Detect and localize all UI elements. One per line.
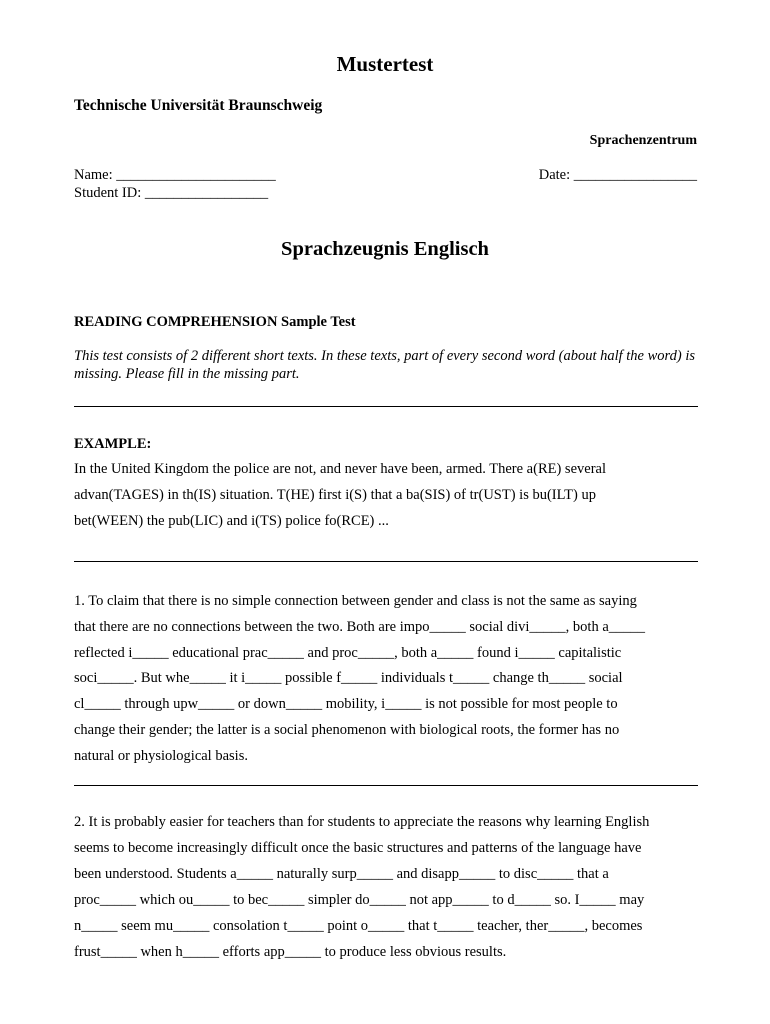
text-line: 1. To claim that there is no simple connection between gender and class is not the same as saying (74, 593, 637, 609)
text-line: natural or physiological basis. (74, 748, 248, 764)
document-subtitle: Sprachzeugnis Englisch (281, 238, 489, 260)
name-field (74, 167, 276, 184)
divider (74, 561, 698, 562)
example-line: bet(WEEN) the pub(LIC) and i(TS) police fo(RCE) ... (74, 513, 389, 529)
date-field (539, 167, 697, 184)
example-label: EXAMPLE: (74, 436, 152, 452)
text-line: seems to become increasingly difficult once the basic structures and patterns of the language have (74, 840, 642, 856)
document-title: Mustertest (336, 52, 434, 76)
section-heading (74, 314, 356, 331)
section-heading-bold: READING COMPREHENSION (74, 314, 278, 330)
divider (74, 785, 698, 786)
text-line: change their gender; the latter is a social phenomenon with biological roots, the former has no (74, 722, 620, 738)
student-id-blank: _________________ (144, 185, 269, 201)
student-id-field (74, 185, 268, 202)
text-line: cl_____ through upw_____ or down_____ mobility, i_____ is not possible for most people to (74, 696, 618, 712)
text-line: soci_____. But whe_____ it i_____ possible f_____ individuals t_____ change th_____ social (74, 670, 623, 686)
university-name: Technische Universität Braunschweig (74, 97, 323, 114)
section-heading-rest: Sample Test (277, 314, 356, 330)
date-label: Date: (538, 167, 571, 183)
date-blank: _________________ (573, 167, 697, 183)
text-line: that there are no connections between the two. Both are impo_____ social divi_____, both a_____ (74, 619, 646, 635)
text-line: n_____ seem mu_____ consolation t_____ point o_____ that t_____ teacher, ther_____, becomes (74, 918, 643, 934)
example-line: advan(TAGES) in th(IS) situation. T(HE) first i(S) that a ba(SIS) of tr(UST) is bu(ILT) up (74, 487, 596, 503)
student-id-label: Student ID: (74, 185, 142, 201)
text-line: been understood. Students a_____ naturally surp_____ and disapp_____ to disc_____ that a (74, 866, 609, 882)
text-line: reflected i_____ educational prac_____ and proc_____, both a_____ found i_____ capitalistic (74, 645, 622, 661)
example-line: In the United Kingdom the police are not, and never have been, armed. There a(RE) several (74, 461, 606, 477)
instructions-text: This test consists of 2 different short texts. In these texts, part of every second word (about half the word) is missing. Please fill in the missing part. (74, 348, 696, 382)
text-line: frust_____ when h_____ efforts app_____ to produce less obvious results. (74, 944, 507, 960)
name-blank: ______________________ (116, 167, 276, 183)
language-center: Sprachenzentrum (589, 133, 697, 148)
name-label: Name: (74, 167, 113, 183)
text-line: proc_____ which ou_____ to bec_____ simpler do_____ not app_____ to d_____ so. I_____ may (74, 892, 645, 908)
divider (74, 406, 698, 407)
text-line: 2. It is probably easier for teachers than for students to appreciate the reasons why learning English (74, 814, 650, 830)
